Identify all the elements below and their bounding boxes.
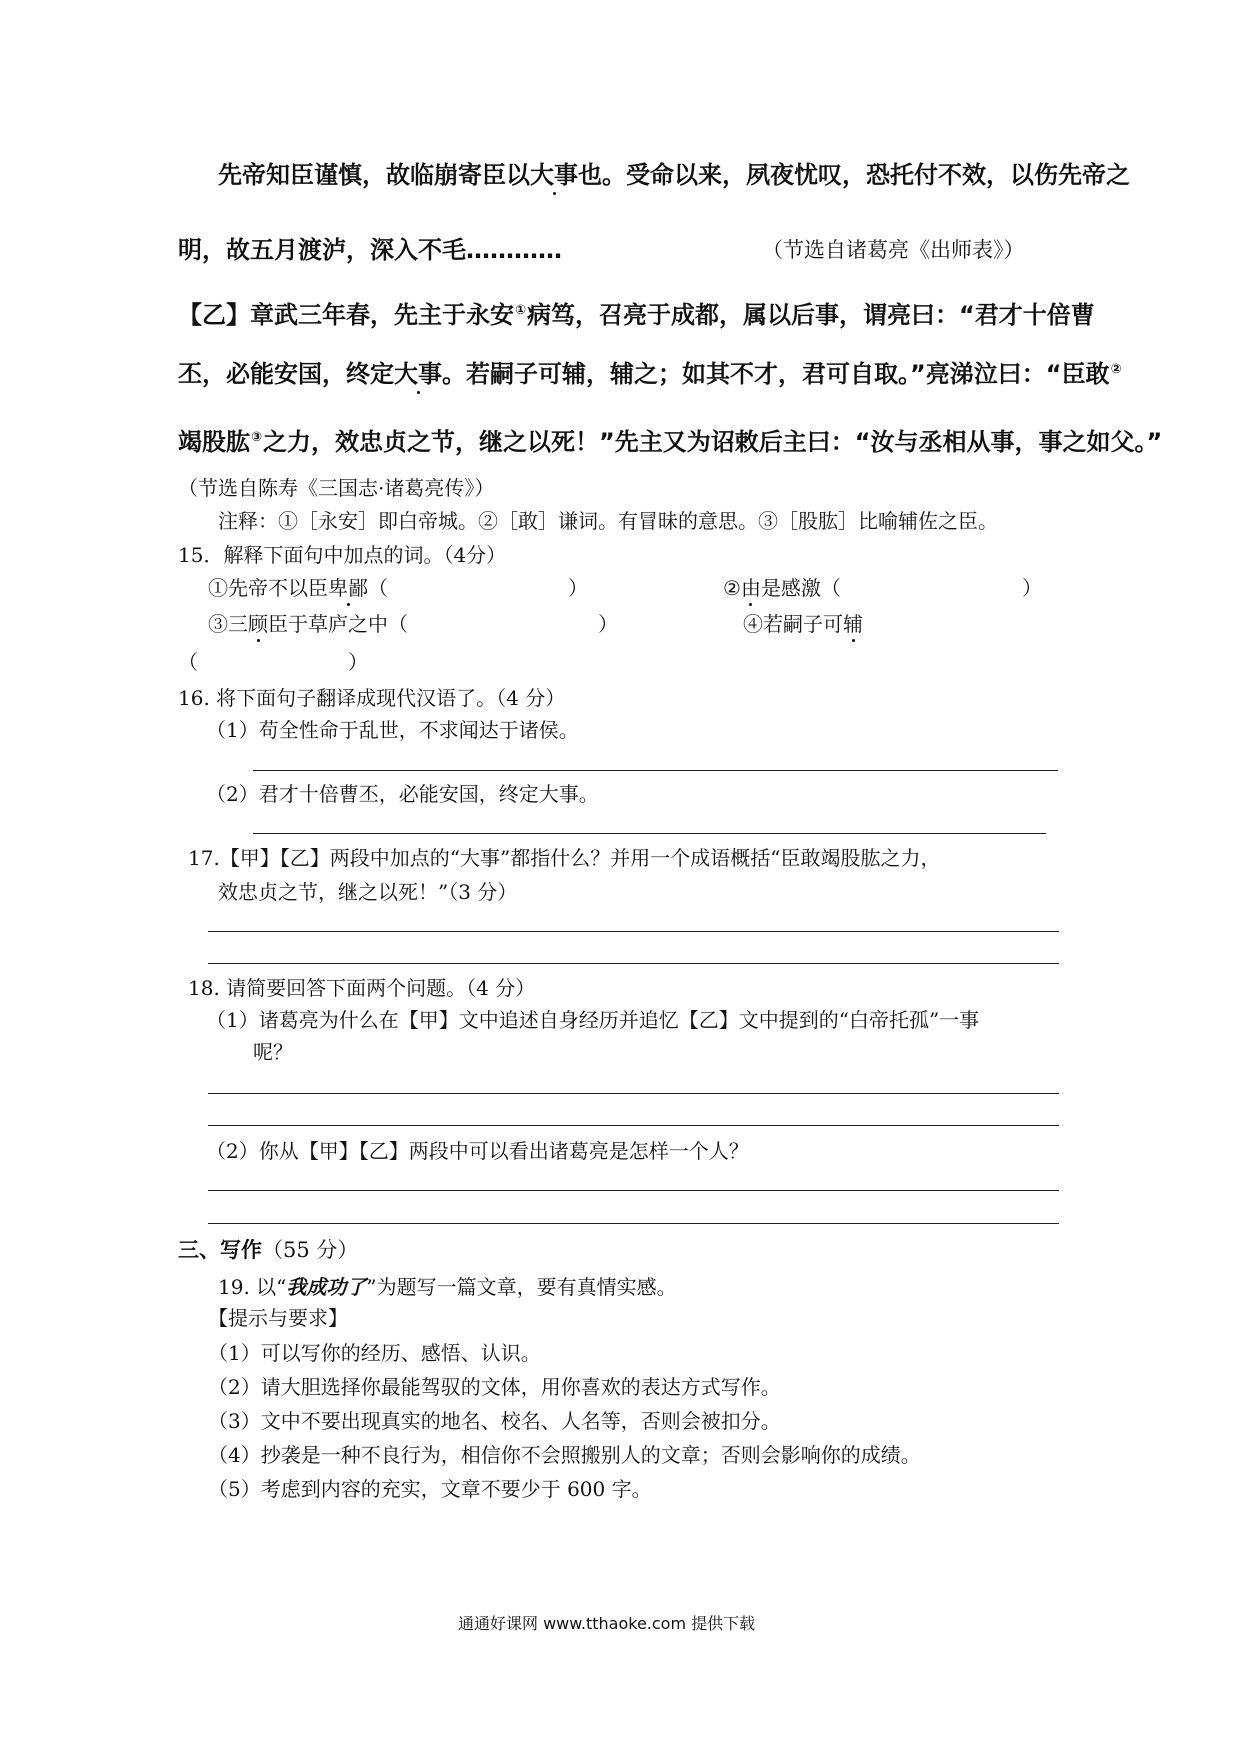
q18-answer-line-1[interactable] <box>208 1093 1059 1094</box>
q16-answer-line-1[interactable] <box>253 770 1058 771</box>
q18-answer-line-2[interactable] <box>208 1125 1059 1126</box>
q15-item-3 <box>208 614 408 634</box>
q17-answer-line-1[interactable] <box>208 931 1059 932</box>
q18-sentence-1b: 呢？ <box>253 1040 293 1064</box>
jia-passage-line-2: 明，故五月渡泸，深入不毛………… <box>178 236 562 264</box>
q15-keyword: 由 <box>740 576 761 600</box>
q17-line-2: 效忠贞之节，继之以死！”（3 分） <box>218 880 518 904</box>
q19-title-keyword: 我成功了 <box>286 1275 367 1299</box>
yi-passage-line-3 <box>178 430 1162 454</box>
tip-2: （2）请大胆选择你最能驾驭的文体，用你喜欢的表达方式写作。 <box>208 1375 781 1399</box>
q15-text: 臣于草庐之中（ <box>268 612 408 636</box>
yi-text: 之力，效忠贞之节，继之以死！”先主又为诏敕后主曰：“汝与丞相从事，事之如父。” <box>263 428 1163 456</box>
q15-item-1 <box>208 578 388 598</box>
page-footer: 通通好课网 www.tthaoke.com 提供下载 <box>458 1614 756 1633</box>
yi-text: 丕，必能安国，终定 <box>178 360 394 388</box>
q15-paren-open: （ <box>368 576 388 600</box>
section-writing <box>178 1240 358 1261</box>
q17-answer-line-2[interactable] <box>208 963 1059 964</box>
q15-text: ③三 <box>208 612 248 636</box>
q18-answer-line-3[interactable] <box>208 1190 1059 1191</box>
q19-text: 19. 以“ <box>218 1275 287 1299</box>
q15-item-2-close: ） <box>1022 576 1042 600</box>
writing-heading: 三、写作 <box>178 1238 262 1262</box>
q19-text: ”为题写一篇文章，要有真情实感。 <box>366 1275 677 1299</box>
tips-title: 【提示与要求】 <box>208 1306 348 1330</box>
yi-source: （节选自陈寿《三国志·诸葛亮传》） <box>178 476 495 500</box>
q15-keyword: 卑鄙 <box>328 576 368 600</box>
tip-3: （3）文中不要出现真实的地名、校名、人名等，否则会被扣分。 <box>208 1409 781 1433</box>
q15-text: ①先帝不以臣 <box>208 576 328 600</box>
tip-5: （5）考虑到内容的充实，文章不要少于 600 字。 <box>208 1477 652 1501</box>
footnote-marker-1: ① <box>515 303 527 318</box>
writing-score: （55 分） <box>262 1238 359 1262</box>
jia-text-a: 先帝知臣谨慎，故临崩寄臣以 <box>218 161 530 189</box>
q18-sentence-1a: （1）诸葛亮为什么在【甲】文中追述自身经历并追忆【乙】文中提到的“白帝托孤”一事 <box>206 1008 980 1032</box>
q15-text: 是感激（ <box>760 576 841 600</box>
q18-title: 18. 请简要回答下面两个问题。（4 分） <box>188 976 536 1000</box>
yi-keyword-dashi: 大事 <box>394 360 442 388</box>
q18-answer-line-4[interactable] <box>208 1223 1059 1224</box>
jia-keyword-text: 大事 <box>530 161 578 189</box>
q15-text: ② <box>723 576 741 600</box>
q15-keyword: 辅 <box>843 612 863 636</box>
jia-passage-line-1 <box>218 163 1130 187</box>
yi-text: 竭股肱 <box>178 428 250 456</box>
tip-4: （4）抄袭是一种不良行为，相信你不会照搬别人的文章；否则会影响你的成绩。 <box>208 1443 921 1467</box>
q15-item-1-close: ） <box>568 576 588 600</box>
q17-line-1: 17.【甲】【乙】两段中加点的“大事”都指什么？并用一个成语概括“臣敢竭股肱之力， <box>188 846 941 870</box>
yi-text: 病笃，召亮于成都，属以后事，谓亮曰：“君才十倍曹 <box>527 301 1095 329</box>
footnotes: 注释：①［永安］即白帝城。②［敢］谦词。有冒昧的意思。③［股肱］比喻辅佐之臣。 <box>218 509 998 533</box>
q15-text: ④若嗣子可 <box>743 612 843 636</box>
yi-text: 。若嗣子可辅，辅之；如其不才，君可自取。”亮涕泣曰：“臣敢 <box>442 360 1110 388</box>
tip-1: （1）可以写你的经历、感悟、认识。 <box>208 1341 541 1365</box>
q16-sentence-2: （2）君才十倍曹丕，必能安国，终定大事。 <box>206 782 599 806</box>
q16-answer-line-2[interactable] <box>253 833 1046 834</box>
q15-item-4-close: ） <box>348 650 368 674</box>
q15-keyword: 顾 <box>248 612 268 636</box>
yi-passage-line-1 <box>178 303 1095 327</box>
jia-keyword-dashi <box>530 161 578 189</box>
yi-passage-line-2 <box>178 362 1123 386</box>
q16-title: 16. 将下面句子翻译成现代汉语了。（4 分） <box>178 686 566 710</box>
q15-item-3-close: ） <box>598 612 618 636</box>
q19-prompt <box>218 1277 677 1297</box>
yi-text: 【乙】章武三年春，先主于永安 <box>178 301 514 329</box>
q18-sentence-2: （2）你从【甲】【乙】两段中可以看出诸葛亮是怎样一个人？ <box>206 1139 749 1163</box>
jia-text-b: 也。受命以来，夙夜忧叹，恐托付不效，以伤先帝之 <box>578 161 1130 189</box>
q15-item-4-open: （ <box>178 650 198 674</box>
q16-sentence-1: （1）苟全性命于乱世，不求闻达于诸侯。 <box>206 718 579 742</box>
footnote-marker-3: ③ <box>251 430 263 445</box>
footnote-marker-2: ② <box>1110 362 1122 377</box>
jia-source: （节选自诸葛亮《出师表》） <box>762 238 1025 262</box>
q15-title: 15．解释下面句中加点的词。（4分） <box>178 543 507 567</box>
q15-item-4 <box>743 614 863 634</box>
q15-item-2 <box>723 578 841 598</box>
